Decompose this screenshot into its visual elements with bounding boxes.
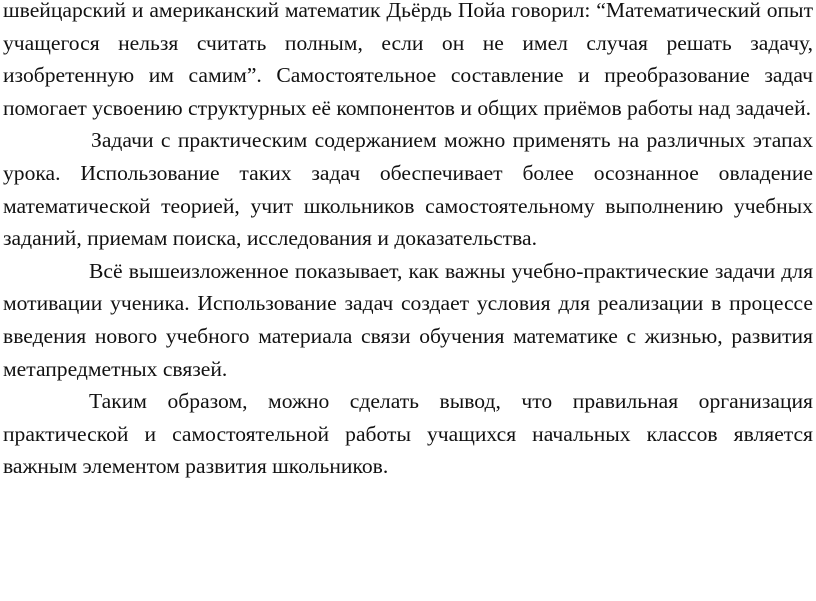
paragraph-practical-tasks: Задачи с практическим содержанием можно применять на различных этапах урока. Использование таких задач обеспечивает более осознанное овладение математической теорией, учит школьников самостоятельному выполнению учебных заданий, приемам поиска, исследования и доказательства. [3, 128, 813, 251]
paragraph-polya-quote: швейцарский и американский математик Дьёрдь Пойа говорил: “Математический опыт учащегося нельзя считать полным, если он не имел случая решать задачу, изобретенную им самим”. Самостоятельное составление и преобразование задач помогает усвоению структурных её компонентов и общих приёмов работы над задачей. [3, 0, 813, 120]
paragraph-conclusion: Таким образом, можно сделать вывод, что правильная организация практической и самостоятельной работы учащихся начальных классов является важным элементом развития школьников. [3, 389, 813, 479]
paragraph-motivation: Всё вышеизложенное показывает, как важны учебно-практические задачи для мотивации ученика. Использование задач создает условия для реализации в процессе введения нового учебного материала связи обучения математике с жизнью, развития метапредметных связей. [3, 258, 813, 381]
